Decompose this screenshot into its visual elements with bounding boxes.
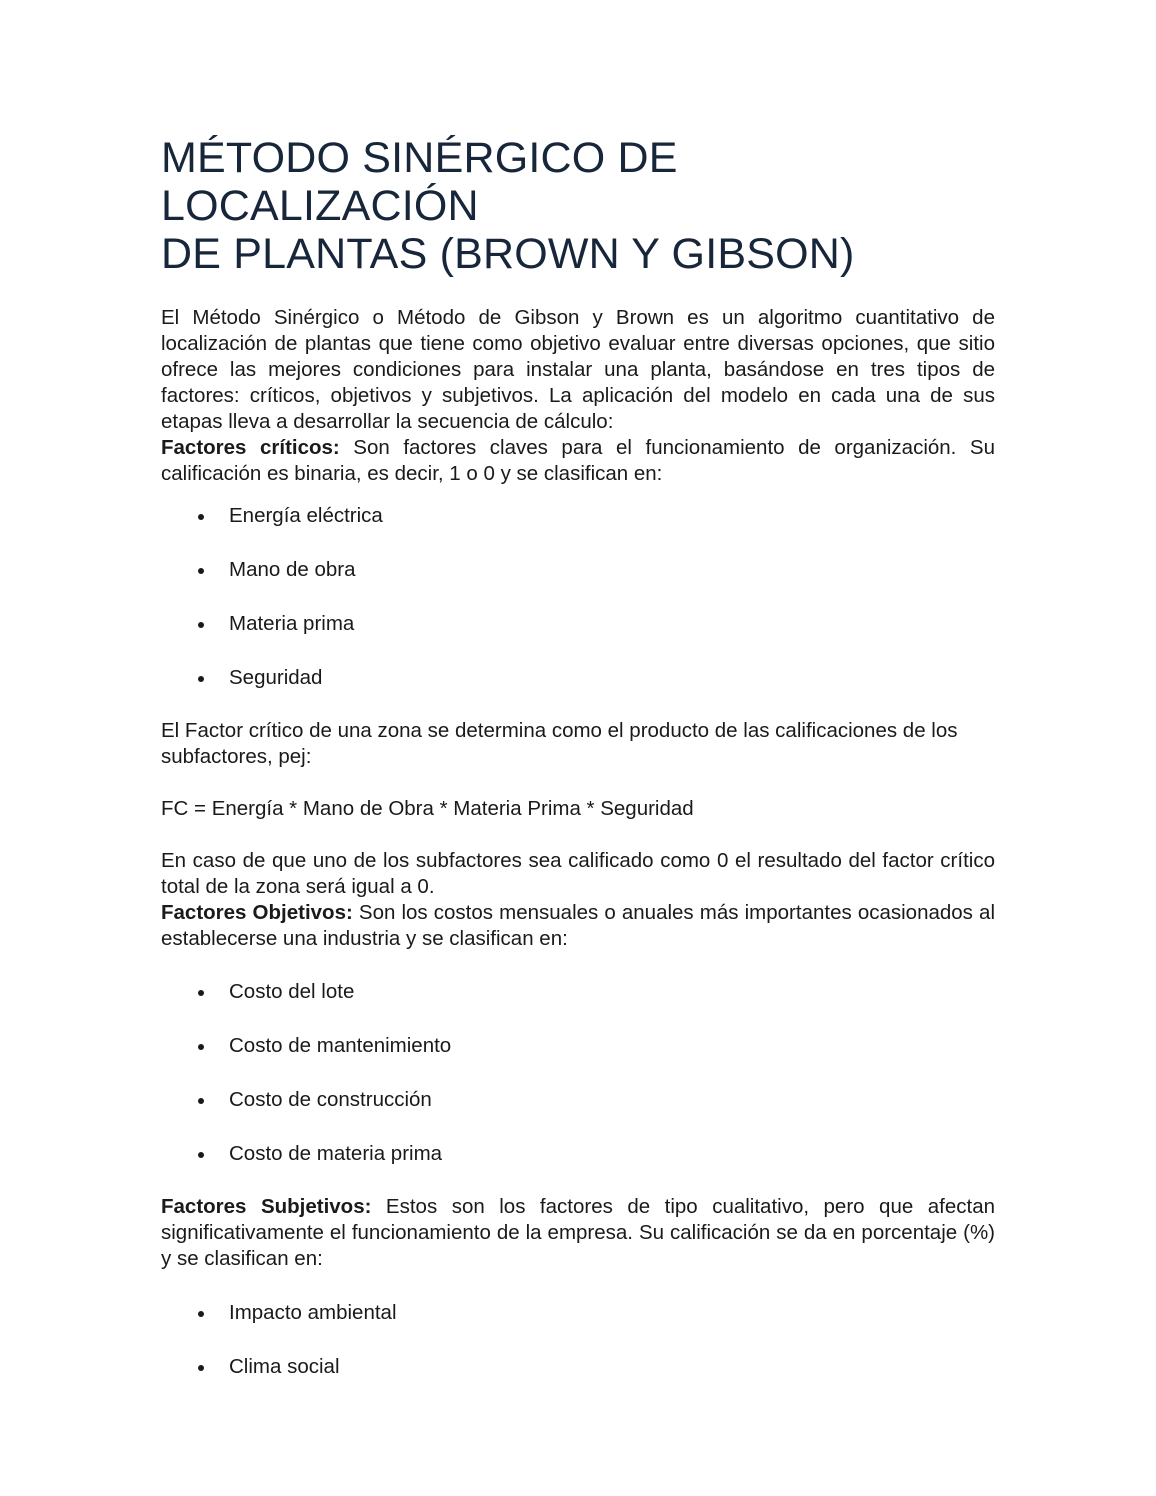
objetivos-list [161, 979, 995, 1167]
list-item: Seguridad [161, 665, 995, 691]
objetivos-text: Son los costos mensuales o anuales más importantes ocasionados al establecerse una industria y se clasifican en: [161, 901, 995, 950]
document-title [161, 134, 995, 278]
bullet-icon [198, 1152, 204, 1158]
objetivos-paragraph [161, 900, 995, 952]
zero-note-paragraph: En caso de que uno de los subfactores sea calificado como 0 el resultado del factor crítico total de la zona será igual a 0. [161, 849, 995, 898]
bullet-icon [198, 1365, 204, 1371]
list-item: Costo de materia prima [161, 1141, 995, 1167]
list-item: Costo del lote [161, 979, 995, 1005]
bullet-icon [198, 990, 204, 996]
bullet-icon [198, 514, 204, 520]
subjetivos-text: Estos son los factores de tipo cualitativo, pero que afectan significativamente el funcionamiento de la empresa. Su calificación se da en porcentaje (%) y se clasifican en: [161, 1195, 995, 1270]
criticos-label: Factores críticos: [161, 436, 340, 459]
bullet-icon [198, 676, 204, 682]
list-item: Energía eléctrica [161, 503, 995, 529]
title-line-2: DE PLANTAS (BROWN Y GIBSON) [161, 230, 855, 278]
intro-paragraph: El Método Sinérgico o Método de Gibson y Brown es un algoritmo cuantitativo de localización de plantas que tiene como objetivo evaluar entre diversas opciones, que sitio ofrece las mejores condiciones para instalar una planta, basándose en tres tipos de factores: críticos, objetivos y subjetivos. La aplicación del modelo en cada una de sus etapas lleva a desarrollar la secuencia de cálculo: [161, 306, 995, 433]
bullet-icon [198, 568, 204, 574]
list-item: Clima social [161, 1354, 995, 1380]
list-item: Costo de construcción [161, 1087, 995, 1113]
criticos-text: Son factores claves para el funcionamiento de organización. Su calificación es binaria, es decir, 1 o 0 y se clasifican en: [161, 436, 995, 485]
list-item: Materia prima [161, 611, 995, 637]
list-item: Costo de mantenimiento [161, 1033, 995, 1059]
title-line-1: MÉTODO SINÉRGICO DE LOCALIZACIÓN [161, 134, 678, 230]
bullet-icon [198, 622, 204, 628]
bullet-icon [198, 1044, 204, 1050]
bullet-icon [198, 1098, 204, 1104]
list-item: Mano de obra [161, 557, 995, 583]
fc-formula: FC = Energía * Mano de Obra * Materia Prima * Seguridad [161, 797, 694, 820]
subjetivos-label: Factores Subjetivos: [161, 1195, 372, 1218]
criticos-paragraph [161, 435, 995, 487]
list-item: Impacto ambiental [161, 1300, 995, 1326]
fc-explain-paragraph: El Factor crítico de una zona se determina como el producto de las calificaciones de los subfactores, pej: [161, 719, 958, 768]
document-page [161, 134, 995, 1380]
subjetivos-paragraph [161, 1194, 995, 1272]
criticos-list [161, 503, 995, 691]
bullet-icon [198, 1311, 204, 1317]
objetivos-label: Factores Objetivos: [161, 901, 353, 924]
subjetivos-list [161, 1300, 995, 1380]
